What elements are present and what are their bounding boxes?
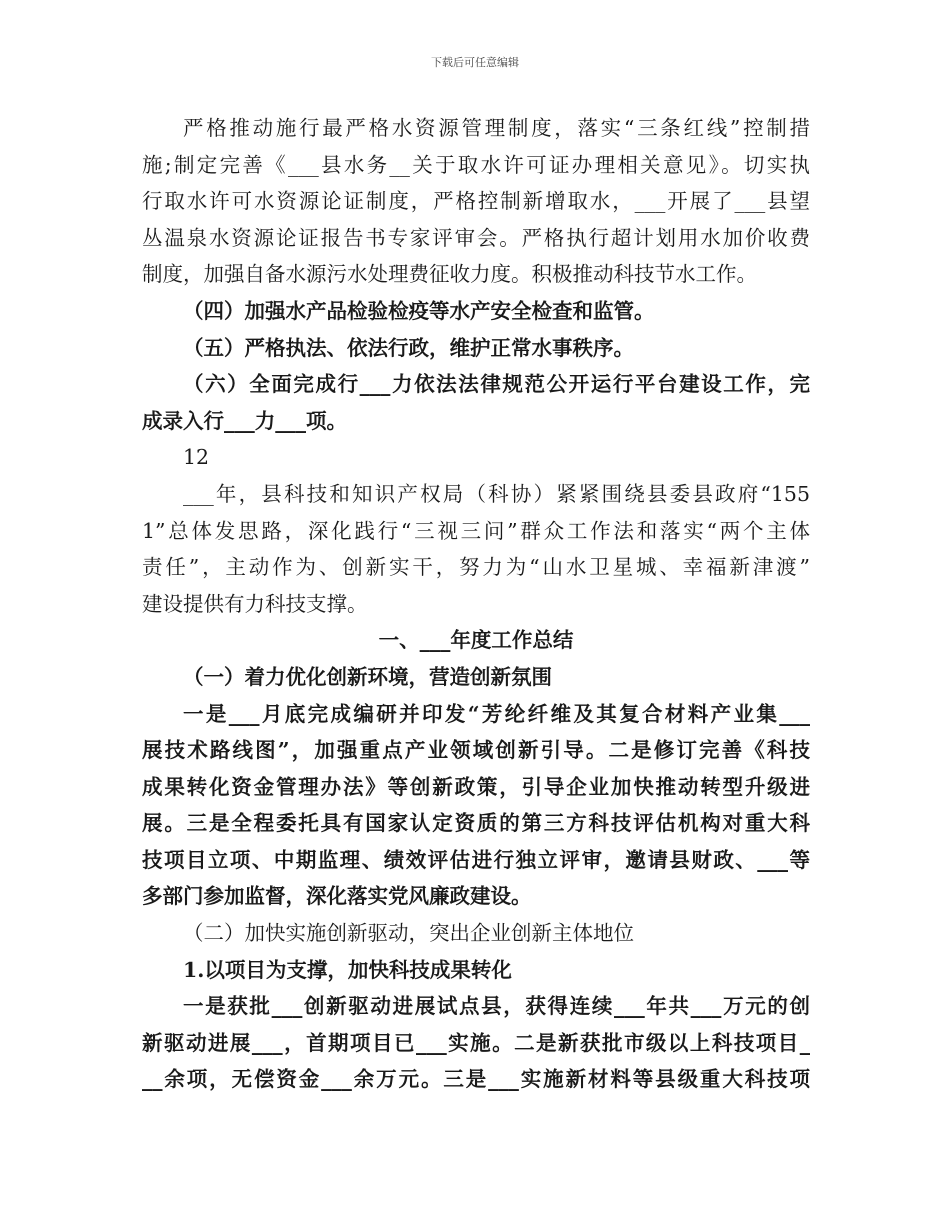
text-line: （五）严格执法、依法行政，维护正常水事秩序。 [183, 335, 634, 360]
page-header: 下载后可任意编辑 [431, 56, 519, 69]
document-body [142, 110, 810, 1098]
text-line: 1”总体发思路，深化践行“三视三问”群众工作法和落实“两个主体 [142, 518, 810, 543]
text-line: 严格推动施行最严格水资源管理制度，落实“三条红线”控制措 [183, 116, 810, 140]
text-line: （六）全面完成行___力依法法律规范公开运行平台建设工作，完 [183, 372, 810, 397]
text-line: 建设提供有力科技支撑。 [142, 591, 368, 616]
text-line: （二）加快实施创新驱动，突出企业创新主体地位 [183, 921, 634, 946]
text-line: （四）加强水产品检验检疫等水产安全检查和监管。 [183, 298, 655, 323]
text-line: 制度，加强自备水源污水处理费征收力度。积极推动科技节水工作。 [142, 262, 757, 287]
text-line: __余项，无偿资金___余万元。三是___实施新材料等县级重大科技项 [142, 1067, 810, 1092]
text-line: 展。三是全程委托具有国家认定资质的第三方科技评估机构对重大科 [142, 811, 810, 836]
text-line: 多部门参加监督，深化落实党风廉政建设。 [142, 884, 532, 909]
text-line: 12 [183, 445, 210, 470]
text-line: 责任”，主动作为、创新实干，努力为“山水卫星城、幸福新津渡” [142, 555, 810, 580]
text-line: （一）着力优化创新环境，营造创新氛围 [183, 664, 552, 689]
text-line: 一、___年度工作总结 [378, 628, 574, 653]
text-line: 施;制定完善《___县水务__关于取水许可证办理相关意见》。切实执 [142, 152, 810, 177]
text-line: 成果转化资金管理办法》等创新政策，引导企业加快推动转型升级进 [142, 774, 810, 799]
text-line: ___年，县科技和知识产权局（科协）紧紧围绕县委县政府“155 [183, 481, 810, 506]
text-line: 成录入行___力___项。 [142, 408, 347, 433]
text-line: 一是获批___创新驱动进展试点县，获得连续___年共___万元的创 [183, 994, 810, 1019]
text-line: 技项目立项、中期监理、绩效评估进行独立评审，邀请县财政、___等 [142, 847, 810, 872]
text-line: 一是___月底完成编研并印发“芳纶纤维及其复合材料产业集___ [183, 701, 810, 726]
text-line: 展技术路线图”，加强重点产业领域创新引导。二是修订完善《科技 [142, 738, 810, 763]
text-line: 行取水许可水资源论证制度，严格控制新增取水，___开展了___县望 [142, 189, 810, 214]
text-line: 丛温泉水资源论证报告书专家评审会。严格执行超计划用水加价收费 [142, 225, 810, 250]
text-line: 1.以项目为支撑，加快科技成果转化 [183, 957, 512, 982]
text-line: 新驱动进展___，首期项目已___实施。二是新获批市级以上科技项目_ [142, 1030, 810, 1055]
